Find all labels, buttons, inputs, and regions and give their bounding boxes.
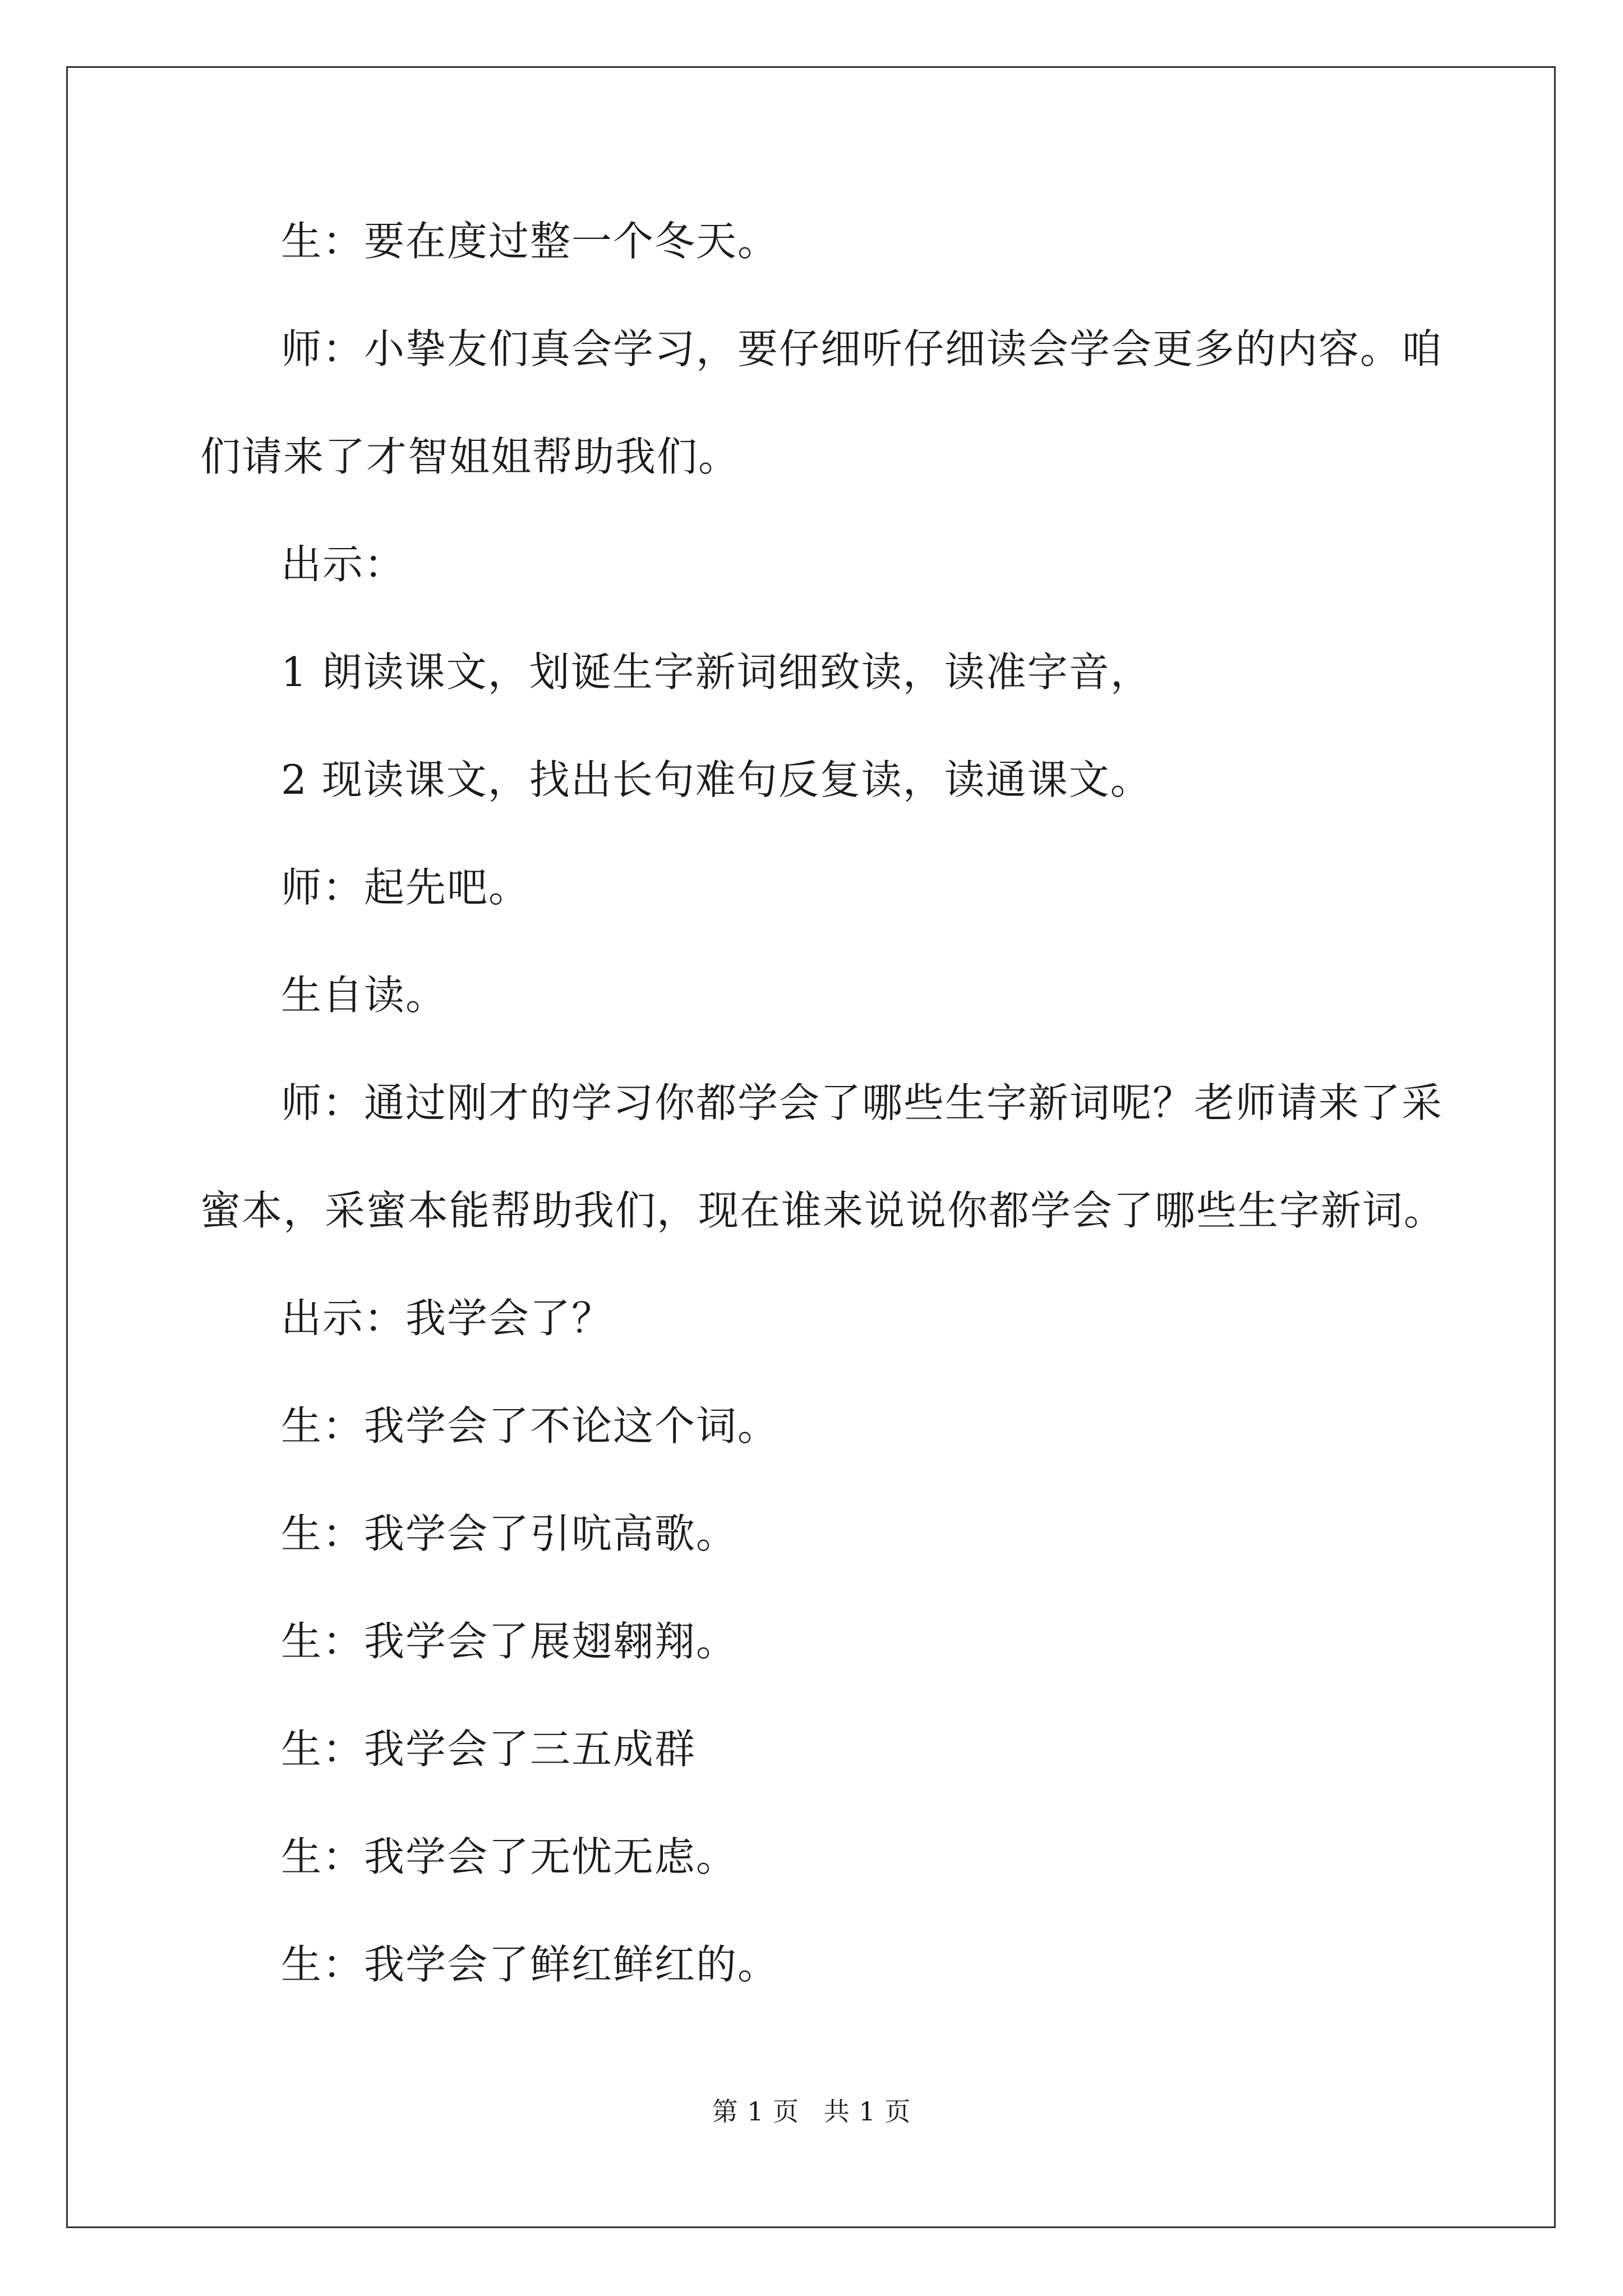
page-number: 第 1 页 [712, 2096, 800, 2127]
paragraph-line: 出示：我学会了？ [281, 1295, 614, 1342]
paragraph-line: 生：我学会了不论这个词。 [281, 1402, 780, 1450]
paragraph-line: 1 朗读课文，划诞生字新词细致读，读准字音， [281, 648, 1152, 696]
page-footer [0, 2095, 1623, 2128]
paragraph-line: 师：小挚友们真会学习，要仔细听仔细读会学会更多的内容。咱 [281, 325, 1444, 372]
paragraph-line: 生自读。 [281, 972, 448, 1019]
paragraph-line: 蜜本，采蜜本能帮助我们，现在谁来说说你都学会了哪些生字新词。 [200, 1187, 1446, 1234]
paragraph-line: 生：我学会了鲜红鲜红的。 [281, 1941, 780, 1988]
paragraph-line: 师：通过刚才的学习你都学会了哪些生字新词呢？老师请来了采 [281, 1079, 1444, 1126]
paragraph-line: 出示： [281, 541, 406, 588]
paragraph-line: 生：我学会了无忧无虑。 [281, 1833, 738, 1880]
paragraph-line: 师：起先吧。 [281, 864, 531, 911]
paragraph-line: 们请来了才智姐姐帮助我们。 [200, 433, 740, 480]
page-total: 共 1 页 [823, 2096, 911, 2127]
page-border [66, 66, 1556, 2228]
paragraph-line: 生：我学会了引吭高歌。 [281, 1510, 738, 1557]
paragraph-line: 生：我学会了三五成群 [281, 1726, 697, 1773]
paragraph-line: 2 现读课文，找出长句难句反复读，读通课文。 [281, 756, 1152, 803]
paragraph-line: 生：我学会了展翅翱翔。 [281, 1618, 738, 1665]
paragraph-line: 生：要在度过整一个冬天。 [281, 218, 780, 265]
